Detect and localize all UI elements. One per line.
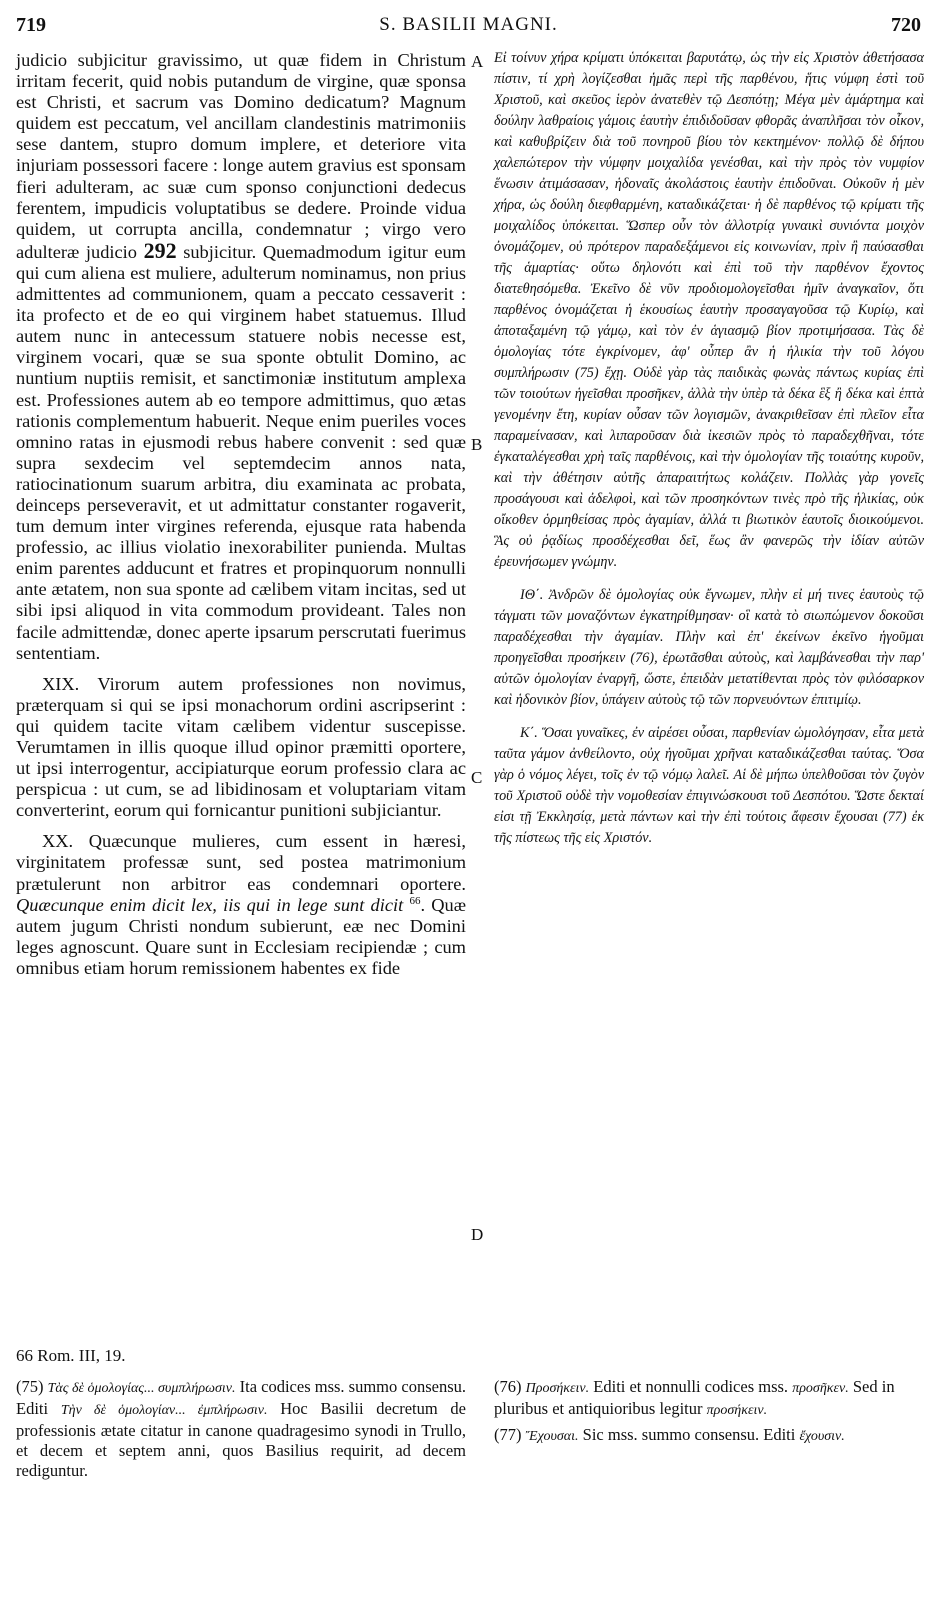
footnote-75 bbox=[16, 1377, 466, 1481]
latin-p1-text-b: subjicitur. Quemadmodum igitur eum qui cum aliena est muliere, adulterum nominamus, non prius admittentes ad communionem, quam a peccato cessaverit : ita profecto et de eo qui virginem habet statuemus. Illud autem nunc in antecessum statuere nobis necesse est, virginem vocari, quæ se sua sponte obtulit Domino, ac nuntium nuptiis remisit, et sanctimoniæ institutum amplexa est. Professiones autem ab eo tempore admittimus, quo ætas rationis complementum habuerit. Neque enim pueriles voces omnino ratas in ejusmodi rebus habere convenit : sed quæ supra sexdecim vel septemdecim annos nata, ratiocinationum suarum arbitra, diu examinata ac probata, deinceps perseveravit, et ut admittatur constanter rogaverit, tum demum inter virgines referenda, ejusque rata habenda professio, ac illius violatio inexorabiliter punienda. Multas enim parentes adducunt et fratres et propinquorum nonnulli ante ætatem, non sua sponte ad cælibem vitam incitas, sed ut sibi ipsi aliquod in vita commodum provideant. Tales non facile admittendæ, donec aperte ipsarum perscrutati fuerimus sententiam. bbox=[16, 241, 466, 663]
footnote-77-greek-2: ἔχουσιν. bbox=[799, 1429, 845, 1444]
footnotes-right bbox=[494, 1377, 924, 1447]
footnote-76-text-2: Sed in pluribus et antiquioribus legitur bbox=[494, 1377, 895, 1418]
page-number-left: 719 bbox=[16, 14, 46, 36]
page-number-right: 720 bbox=[891, 14, 921, 36]
latin-p3-text-b: . Quæ autem jugum Christi nondum subierunt, eæ nec Domini leges agnoscunt. Quare sunt in Ecclesiam recipiendæ ; cum omnibus etiam horum remissionem habentes ex fide bbox=[16, 894, 466, 978]
latin-column bbox=[16, 50, 466, 979]
running-header bbox=[16, 14, 921, 40]
footnote-75-text-1: Ita codices mss. summo consensu. Editi bbox=[16, 1377, 466, 1418]
margin-marker-c: C bbox=[471, 768, 483, 787]
footnote-75-greek-1: Τὰς δὲ ὁμολογίας... συμπλήρωσιν. bbox=[47, 1381, 236, 1396]
footnote-75-greek-2: Τὴν δὲ ὁμολογίαν... ἐμπλήρωσιν. bbox=[60, 1403, 268, 1418]
greek-paragraph-xx: Κ΄. Ὅσαι γυναῖκες, ἐν αἱρέσει οὖσαι, παρθενίαν ὡμολόγησαν, εἶτα μετὰ ταῦτα γάμον ἀνθείλοντο, οὐχ ἡγοῦμαι χρῆναι καταδικάζεσθαι ταύτας. Ὅσα γὰρ ὁ νόμος λέγει, τοῖς ἐν τῷ νόμῳ λαλεῖ. Αἱ δὲ μήπω ὑπελθοῦσαι τὸν ζυγὸν τοῦ Χριστοῦ οὐδὲ τὴν νομοθεσίαν ἐπιγινώσκουσι τοῦ Δεσπότου. Ὥστε δεκταί εἰσι τῇ Ἐκκλησίᾳ, μετὰ πάντων καὶ τὴν ἐπὶ τούτοις ἄφεσιν ἔχουσαι (77) ἐκ τῆς πίστεως τῆς εἰς Χριστόν. bbox=[494, 725, 924, 846]
footnote-75-label: (75) bbox=[16, 1377, 44, 1396]
footnote-76-text-1: Editi et nonnulli codices mss. bbox=[593, 1377, 789, 1396]
footnote-77-greek-1: Ἔχουσαι. bbox=[525, 1429, 579, 1444]
footnote-76-greek-1: Προσήκειν. bbox=[525, 1381, 590, 1396]
scripture-quote: Quæcunque enim dicit lex, iis qui in lege sunt dicit bbox=[16, 894, 404, 915]
footnote-76-greek-3: προσήκειν. bbox=[706, 1403, 768, 1418]
footnote-76-greek-2: προσῆκεν. bbox=[792, 1381, 849, 1396]
footnote-77-label: (77) bbox=[494, 1425, 522, 1444]
footnote-77 bbox=[494, 1425, 924, 1447]
latin-paragraph-1 bbox=[16, 50, 466, 664]
footnote-76 bbox=[494, 1377, 924, 1421]
footnote-77-text-1: Sic mss. summo consensu. Editi bbox=[582, 1425, 796, 1444]
footnote-75-text-2: Hoc Basilii decretum de professionis ætate citatur in canone quadragesimo synodi in Trullo, et decem et septem anni, quos Basilius requirit, ad decem rediguntur. bbox=[16, 1399, 467, 1480]
greek-paragraph-1: Εἰ τοίνυν χήρα κρίματι ὑπόκειται βαρυτάτῳ, ὡς τὴν εἰς Χριστὸν ἀθετήσασα πίστιν, τί χρὴ λογίζεσθαι ἡμᾶς περὶ τῆς παρθένου, ἥτις νύμφη ἐστὶ τοῦ Χριστοῦ, καὶ σκεῦος ἱερὸν ἀνατεθὲν τῷ Δεσπότῃ; Μέγα μὲν ἁμάρτημα καὶ δούλην λαθραίοις γάμοις ἑαυτὴν ἐπιδιδοῦσαν φθορᾶς ἀναπλῆσαι τὸν οἶκον, καὶ καθυβρίζειν διὰ τοῦ πονηροῦ βίου τὸν κεκτημένον· πολλῷ δὲ δήπου χαλεπώτερον τὴν νύμφην μοιχαλίδα γενέσθαι, καὶ τὴν πρὸς τὸν νυμφίον ἕνωσιν ἀτιμάσασαν, ἡδοναῖς ἀκολάστοις ἑαυτὴν ἐπιδοῦναι. Οὐκοῦν ἡ μὲν χήρα, ὡς δούλη διεφθαρμένη, καταδικάζεται· ἡ δὲ παρθένος τῷ κρίματι τῆς μοιχαλίδος ὑπόκειται. Ὥσπερ οὖν τὸν ἀλλοτρίᾳ γυναικὶ συνιόντα μοιχὸν ὀνομάζομεν, οὐ πρότερον παραδεξάμενοι εἰς κοινωνίαν, πρὶν ἢ παύσασθαι τῆς ἁμαρτίας· οὕτω δηλονότι καὶ ἐπὶ τοῦ τὴν παρθένον ἔχοντος διατεθησόμεθα. Ἐκεῖνο δὲ νῦν προδιομολογεῖσθαι ἡμῖν ἀναγκαῖον, ὅτι παρθένος ὀνομάζεται ἡ ἑκουσίως ἑαυτὴν προσαγαγοῦσα τῷ Κυρίῳ, καὶ ἀποταξαμένη τῷ γάμῳ, καὶ τὸν ἐν ἁγιασμῷ βίον προτιμήσασα. Τὰς δὲ ὁμολογίας τότε ἐγκρίνομεν, ἀφ' οὗπερ ἂν ἡ ἡλικία τὴν τοῦ λόγου συμπλήρωσιν (75) ἔχῃ. Οὐδὲ γὰρ τὰς παιδικὰς φωνὰς πάντως κυρίας ἐπὶ τῶν τοιούτων ἡγεῖσθαι προσῆκεν, ἀλλὰ τὴν ὑπὲρ τὰ δέκα ἓξ ἢ δέκα καὶ ἑπτὰ γενομένην ἔτη, κυρίαν οὖσαν τῶν λογισμῶν, ἀνακριθεῖσαν ἐπὶ πλεῖον εἶτα παραμείνασαν, καὶ λιπαροῦσαν διὰ ἱκεσιῶν πρὸς τὸ παραδεχθῆναι, τότε ἐγκαταλέγεσθαι χρὴ ταῖς παρθένοις, καὶ τὴν ὁμολογίαν τῆς τοιαύτης κυροῦν, καὶ τὴν ἀθέτησιν αὐτῆς ἀπαραιτήτως κολάζειν. Πολλὰς γὰρ γονεῖς προσάγουσι καὶ ἀδελφοὶ, καὶ τῶν προσηκόντων τινὲς πρὸ τῆς ἡλικίας, οὐκ οἴκοθεν ὁρμηθείσας πρὸς ἀγαμίαν, ἀλλά τι βιωτικὸν ἑαυτοῖς διοικούμενοι. Ἃς οὐ ῥᾳδίως προσδέχεσθαι δεῖ, ἕως ἂν φανερῶς τὴν ἰδίαν αὐτῶν ἐρευνήσωμεν γνώμην. bbox=[494, 50, 924, 570]
margin-marker-d: D bbox=[471, 1225, 484, 1244]
latin-p1-text-a: judicio subjicitur gravissimo, ut quæ fidem in Christum irritam fecerit, quid nobis putandum de virgine, quæ sponsa est Christi, et sacrum vas Domino dedicatum? Magnum quidem est peccatum, vel ancillam clandestinis matrimoniis sese dantem, stupro domum implere, et deteriore vita injuriam possessori facere : longe autem gravius est sponsam fieri adulteram, ac suæ cum sponso conjunctioni dedecus ferentem, impudicis voluptatibus se dedere. Proinde vidua quidem, ut corrupta ancilla, condemnatur ; virgo vero adulteræ judicio bbox=[16, 50, 466, 262]
footnote-66: 66 Rom. III, 19. bbox=[16, 1346, 126, 1365]
footnote-marker-66: 66 bbox=[409, 894, 421, 907]
latin-paragraph-xix: XIX. Virorum autem professiones non novimus, præterquam si qui se ipsi monachorum ordini ascripserint : qui quidem tacite vitam cælibem videntur suscepisse. Verumtamen in illis quoque illud opinor præmitti oportere, ut ipsi interrogentur, accipiaturque eorum professio clara ac perspicua : ut cum, se ad libidinosam et voluptariam vitam converterint, eorum qui fornicantur punitioni subjiciantur. bbox=[16, 673, 466, 821]
running-title: S. BASILII MAGNI. bbox=[379, 14, 558, 35]
footnote-76-label: (76) bbox=[494, 1377, 522, 1396]
greek-paragraph-xix: ΙΘ΄. Ἀνδρῶν δὲ ὁμολογίας οὐκ ἔγνωμεν, πλὴν εἰ μή τινες ἑαυτοὺς τῷ τάγματι τῶν μοναζόντων ἐγκατηρίθμησαν· οἳ κατὰ τὸ σιωπώμενον δοκοῦσι παραδέχεσθαι τὴν ἀγαμίαν. Πλὴν καὶ ἐπ' ἐκείνων ἐκεῖνο ἡγοῦμαι προηγεῖσθαι προσήκειν (76), ἐρωτᾶσθαι αὐτοὺς, καὶ λαμβάνεσθαι τὴν παρ' αὐτῶν ὁμολογίαν ἐναργῆ, ὥστε, ἐπειδὰν μετατίθενται πρὸς τὸν φιλόσαρκον καὶ ἡδονικὸν βίον, ὑπάγειν αὐτοὺς τῷ τῶν πορνευόντων ἐπιτιμίῳ. bbox=[494, 587, 924, 708]
latin-p3-text-a: XX. Quæcunque mulieres, cum essent in hæresi, virginitatem professæ sunt, sed postea matrimonium prætulerunt non arbitror eas condemnari oportere. bbox=[16, 831, 466, 894]
margin-marker-b: B bbox=[471, 435, 483, 454]
column-number: 292 bbox=[143, 237, 177, 263]
greek-column bbox=[494, 48, 924, 849]
footnotes-left bbox=[16, 1377, 466, 1481]
margin-marker-a: A bbox=[471, 52, 484, 71]
latin-paragraph-xx bbox=[16, 831, 466, 979]
